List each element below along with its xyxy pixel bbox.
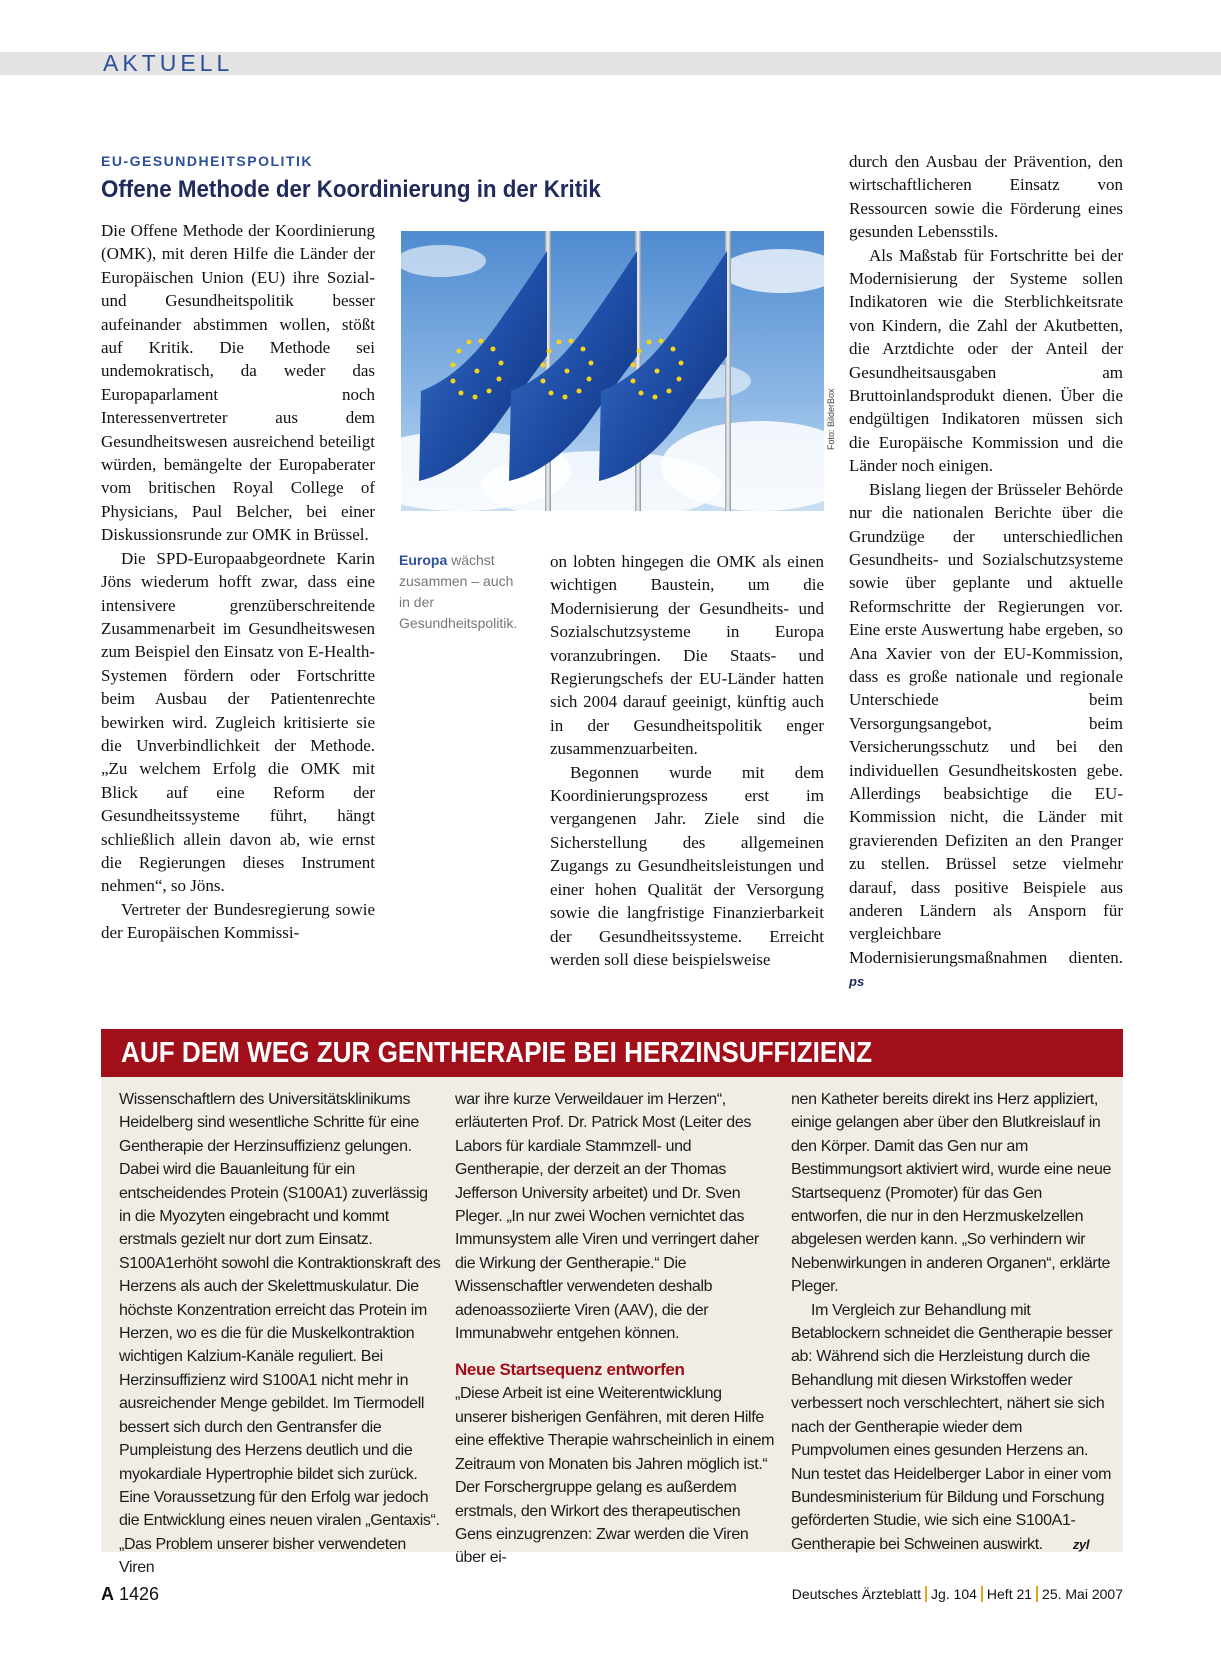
article-column-2 — [550, 550, 824, 971]
article-headline: Offene Methode der Koordinierung in der Kritik — [101, 176, 601, 203]
paragraph: Vertreter der Bundesregierung sowie der Europäischen Kommissi- — [101, 899, 375, 943]
journal-date: 25. Mai 2007 — [1042, 1586, 1123, 1602]
paragraph-text: Im Vergleich zur Behandlung mit Betablockern schneidet die Gentherapie besser ab: Während sich die Herzleistung durch die Behandlung mit diesen Wirkstoffen weder verbessert noch verschlechtert, nähert sie sich nach der Gentherapie wieder dem Pumpvolumen eines gesunden Herzens an. Nun testet das Heidelberger Labor in einer vom Bundesministerium für Bildung und Forschung geförderten Studie, wie sich eine S100A1-Gentherapie bei Schweinen auswirkt. — [791, 1301, 1113, 1553]
box-column-2 — [455, 1088, 777, 1570]
journal-issue: Heft 21 — [986, 1586, 1033, 1602]
eu-flags-photo — [401, 231, 824, 511]
author-signature: ps — [849, 974, 865, 990]
paragraph: on lobten hingegen die OMK als einen wichtigen Baustein, um die Modernisierung der Gesundheits- und Sozialschutzsysteme in Europa voranzubringen. Die Staats- und Regierungschefs der EU-Länder hatten sich 2004 darauf geeinigt, künftig auch in der Gesundheitspolitik enger zusammenzuarbeiten. — [550, 552, 824, 759]
page-number-value: 1426 — [119, 1584, 160, 1604]
page-prefix: A — [101, 1584, 114, 1604]
paragraph: Als Maßstab für Fortschritte bei der Modernisierung der Systeme sollen Indikatoren wie die Sterblichkeitsrate von Kindern, die Zahl der Akutbetten, die Arztdichte oder der Anteil der Gesundheitsausgaben am Bruttoinlandsprodukt dienen. Über die endgültigen Indikatoren müssen sich die Europäische Kommission und die Länder noch einigen. — [849, 245, 1123, 476]
box-signature: zyl — [1072, 1536, 1090, 1552]
paragraph: Begonnen wurde mit dem Koordinierungsprozess erst im vergangenen Jahr. Ziele sind die Sicherstellung des allgemeinen Zugangs zu Gesundheitsleistungen und einer hohen Qualität der Versorgung sowie die langfristige Finanzierbarkeit der Gesundheitssysteme. Erreicht werden soll diese beispielsweise — [550, 762, 824, 969]
caption-bold: Europa — [399, 552, 448, 568]
photo-caption — [399, 550, 525, 634]
footer-separator — [1036, 1586, 1038, 1602]
paragraph: durch den Ausbau der Prävention, den wirtschaftlicheren Einsatz von Ressourcen sowie die Förderung eines gesunden Lebensstils. — [849, 152, 1123, 242]
journal-footer — [792, 1586, 1123, 1602]
box-column-3 — [791, 1088, 1116, 1556]
article-column-1 — [101, 219, 375, 945]
article-kicker: EU-GESUNDHEITSPOLITIK — [101, 153, 313, 169]
photo-credit: Foto: BilderBox — [826, 388, 836, 450]
footer-separator — [925, 1586, 927, 1602]
sidebar-box-title: AUF DEM WEG ZUR GENTHERAPIE BEI HERZINSUFFIZIENZ — [121, 1037, 873, 1069]
journal-volume: Jg. 104 — [930, 1586, 977, 1602]
paragraph: Die Offene Methode der Koordinierung (OMK), mit deren Hilfe die Länder der Europäischen Union (EU) ihre Sozial- und Gesundheitspolitik besser aufeinander abstimmen wollen, stößt auf Kritik. Die Methode sei undemokratisch, da weder das Europaparlament noch Interessenvertreter aus dem Gesundheitswesen ausreichend beteiligt würden, bemängelte der Europaberater vom britischen Royal College of Physicians, Paul Belcher, bei einer Diskussionsrunde zur OMK in Brüssel. — [101, 221, 375, 545]
paragraph — [791, 1299, 1116, 1556]
page-number — [101, 1584, 159, 1605]
paragraph: nen Katheter bereits direkt ins Herz appliziert, einige gelangen aber über den Blutkreislauf in den Körper. Damit das Gen nur am Bestimmungsort aktiviert wird, wurde eine neue Startsequenz (Promoter) für das Gen entworfen, die nur in den Herzmuskelzellen abgelesen werden kann. „So verhindern wir Nebenwirkungen in anderen Organen“, erklärte Pleger. — [791, 1091, 1112, 1296]
paragraph: Die SPD-Europaabgeordnete Karin Jöns wiederum hofft zwar, dass eine intensivere grenzüberschreitende Zusammenarbeit im Gesundheitswesen zum Beispiel den Einsatz von E-Health-Systemen fördern oder Fortschritte beim Ausbau der Patientenrechte bewirken wird. Zugleich kritisierte sie die Unverbindlichkeit der Methode. „Zu welchem Erfolg die OMK mit Blick auf eine Reform der Gesundheitssysteme führt, hängt schließlich allein davon ab, wie ernst die Regierungen dieses Instrument nehmen“, so Jöns. — [101, 548, 375, 896]
box-subheading: Neue Startsequenz entworfen — [455, 1360, 685, 1380]
paragraph: Wissenschaftlern des Universitätsklinikums Heidelberg sind wesentliche Schritte für eine Gentherapie der Herzinsuffizienz gelungen. Dabei wird die Bauanleitung für ein entscheidendes Protein (S100A1) zuverlässig in die Myozyten eingebracht und kommt erstmals gezielt nur dort zum Einsatz. S100A1erhöht sowohl die Kontraktionskraft des Herzens als auch der Skelettmuskulatur. Die höchste Konzentration erreicht das Protein im Herzen, wo es die für die Muskelkontraktion wichtigen Kalzium-Kanäle reguliert. Bei Herzinsuffizienz wird S100A1 nicht mehr in ausreichender Menge gebildet. Im Tiermodell bessert sich durch den Gentransfer die Pumpleistung des Herzens deutlich und die myokardiale Hypertrophie bildet sich zurück. Eine Voraussetzung für den Erfolg war jedoch die Entwicklung eines neuen viralen „Gentaxis“. „Das Problem unserer bisher verwendeten Viren — [119, 1091, 441, 1577]
section-label: AKTUELL — [103, 50, 234, 76]
paragraph: war ihre kurze Verweildauer im Herzen“, erläuterten Prof. Dr. Patrick Most (Leiter des Labors für kardiale Stammzell- und Gentherapie, der derzeit an der Thomas Jefferson University arbeitet) und Dr. Sven Pleger. „In nur zwei Wochen vernichtet das Immunsystem alle Viren und verringert daher die Wirkung der Gentherapie.“ Die Wissenschaftler verwendeten deshalb adenoassoziierte Viren (AAV), die der Immunabwehr entgehen können. — [455, 1091, 759, 1343]
paragraph — [849, 478, 1123, 994]
paragraph-text: Bislang liegen der Brüsseler Behörde nur die nationalen Berichte über die Grundzüge der unterschiedlichen Gesundheits- und Sozialschutzsysteme sowie über geplante und aktuelle Reformschritte der Regierungen vor. Eine erste Auswertung habe ergeben, so Ana Xavier von der EU-Kommission, dass es große nationale und regionale Unterschiede beim Versorgungsangebot, beim Versicherungsschutz und bei den individuellen Gesundheitskosten gebe. Allerdings beabsichtige die EU-Kommission nicht, die Länder mit gravierenden Defiziten an den Pranger zu stellen. Brüssel setze vielmehr darauf, dass positive Beispiele aus anderen Ländern als Ansporn für vergleichbare Modernisierungsmaßnahmen dienten. — [849, 479, 1123, 967]
caption-text: wächst zusammen – auch in der Gesundheitspolitik. — [399, 552, 518, 631]
paragraph: „Diese Arbeit ist eine Weiterentwicklung unserer bisherigen Genfähren, mit deren Hilfe eine effektive Therapie wahrscheinlich in einem Zeitraum von Monaten bis Jahren möglich ist.“ Der Forschergruppe gelang es außerdem erstmals, den Wirkort des therapeutischen Gens einzugrenzen: Zwar werden die Viren über ei- — [455, 1385, 775, 1567]
article-column-3 — [849, 150, 1123, 994]
journal-name: Deutsches Ärzteblatt — [791, 1586, 921, 1602]
footer-separator — [981, 1586, 983, 1602]
box-column-1 — [119, 1088, 441, 1580]
